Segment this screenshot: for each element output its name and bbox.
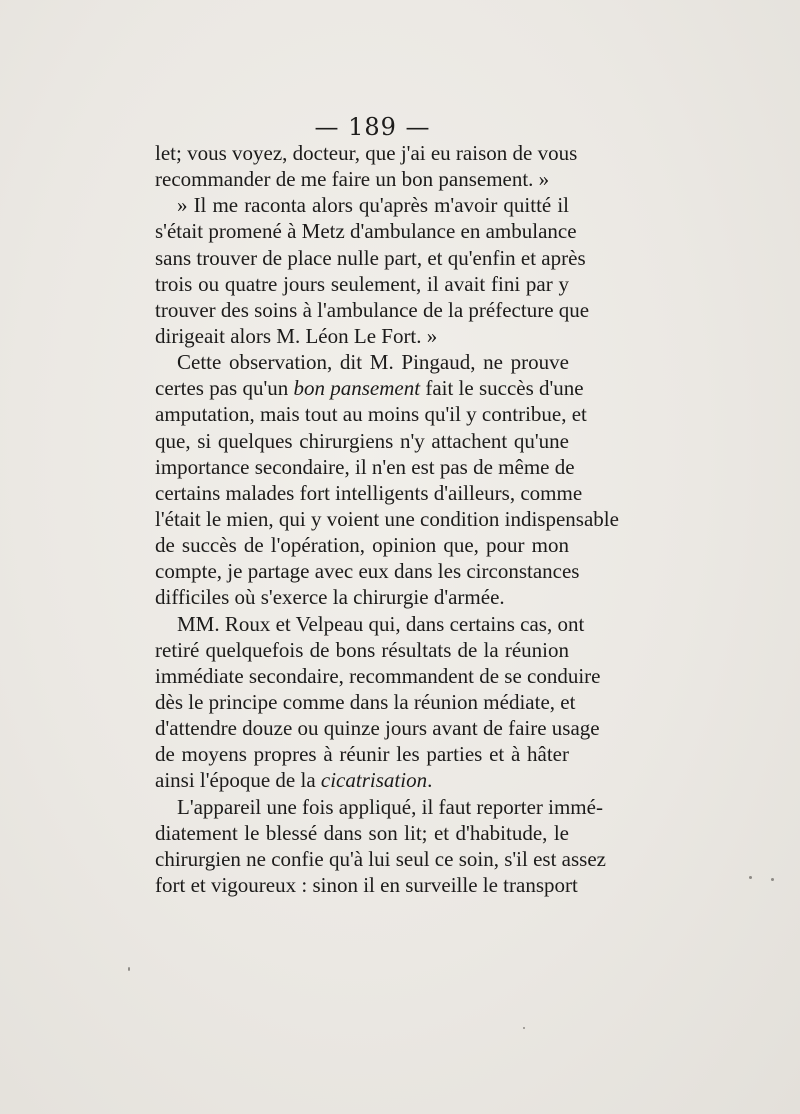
text-segment: certes pas qu'un bbox=[155, 376, 294, 401]
text-line: L'appareil une fois appliqué, il faut reporter immé- bbox=[177, 794, 603, 819]
text-line: sans trouver de place nulle part, et qu'enfin et après bbox=[155, 245, 586, 270]
page-number: — 189 — bbox=[314, 113, 431, 141]
paper-speck bbox=[128, 967, 130, 971]
body-text bbox=[155, 140, 619, 898]
paper-speck bbox=[523, 1027, 525, 1029]
text-line: trouver des soins à l'ambulance de la préfecture que bbox=[155, 297, 590, 322]
text-line: s'était promené à Metz d'ambulance en ambulance bbox=[155, 219, 577, 244]
text-line: fort et vigoureux : sinon il en surveille le transport bbox=[155, 872, 578, 897]
text-line: recommander de me faire un bon pansement. » bbox=[155, 167, 550, 192]
text-segment: . bbox=[427, 768, 433, 793]
text-line: d'attendre douze ou quinze jours avant de faire usage bbox=[155, 716, 600, 741]
paper-speck bbox=[771, 878, 774, 881]
text-line: retiré quelquefois de bons résultats de la réunion bbox=[155, 637, 569, 662]
paper-speck bbox=[749, 876, 752, 879]
text-line: que, si quelques chirurgiens n'y attachent qu'une bbox=[155, 428, 569, 453]
text-line: l'était le mien, qui y voient une condition indispensable bbox=[155, 506, 619, 531]
text-line: Cette observation, dit M. Pingaud, ne prouve bbox=[177, 350, 569, 375]
text-line: de succès de l'opération, opinion que, pour mon bbox=[155, 533, 569, 558]
text-line: amputation, mais tout au moins qu'il y contribue, et bbox=[155, 402, 587, 427]
text-line: MM. Roux et Velpeau qui, dans certains cas, ont bbox=[177, 611, 585, 636]
italic-phrase: cicatrisation bbox=[320, 768, 428, 793]
text-line: compte, je partage avec eux dans les circonstances bbox=[155, 559, 580, 584]
text-line: » Il me raconta alors qu'après m'avoir quitté il bbox=[177, 193, 569, 218]
text-line: de moyens propres à réunir les parties et à hâter bbox=[155, 742, 569, 767]
text-line: certains malades fort intelligents d'ailleurs, comme bbox=[155, 480, 583, 505]
text-line: dès le principe comme dans la réunion médiate, et bbox=[155, 689, 576, 714]
text-line bbox=[155, 767, 569, 793]
text-line: let; vous voyez, docteur, que j'ai eu raison de vous bbox=[155, 141, 578, 165]
italic-phrase: bon pansement bbox=[293, 376, 421, 401]
text-segment: fait le succès d'une bbox=[420, 376, 584, 401]
text-line: trois ou quatre jours seulement, il avait fini par y bbox=[155, 271, 569, 296]
text-line: diatement le blessé dans son lit; et d'habitude, le bbox=[155, 820, 569, 845]
text-line: difficiles où s'exerce la chirurgie d'armée. bbox=[155, 585, 505, 610]
text-line: immédiate secondaire, recommandent de se conduire bbox=[155, 663, 601, 688]
text-line: chirurgien ne confie qu'à lui seul ce soin, s'il est assez bbox=[155, 846, 606, 871]
text-segment: ainsi l'époque de la bbox=[155, 768, 321, 793]
text-line bbox=[155, 375, 584, 401]
text-line: dirigeait alors M. Léon Le Fort. » bbox=[155, 323, 438, 348]
text-line: importance secondaire, il n'en est pas de même de bbox=[155, 454, 575, 479]
